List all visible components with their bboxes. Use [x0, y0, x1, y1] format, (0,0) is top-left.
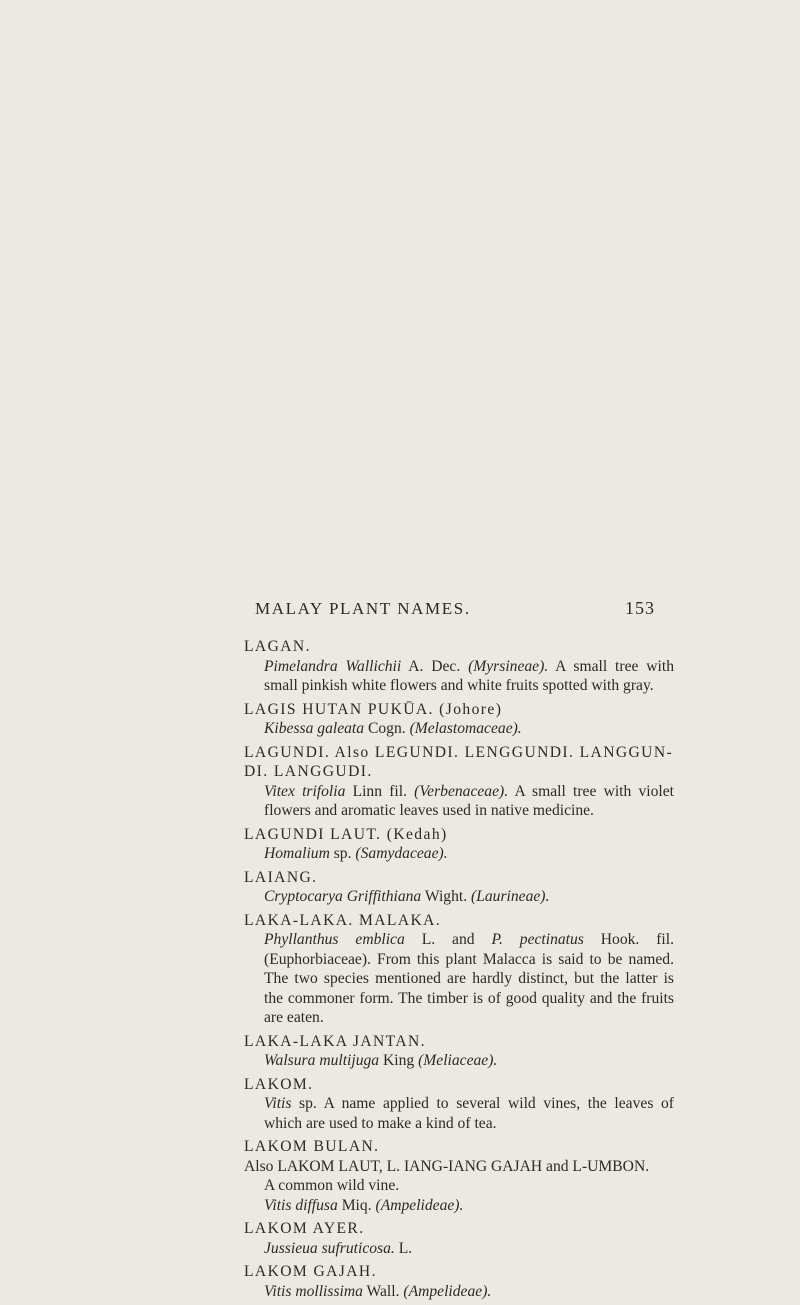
species-name: Vitis: [264, 1095, 292, 1112]
entry-note: A common wild vine.: [264, 1177, 400, 1194]
headword: LAIANG.: [244, 868, 318, 886]
species-name: Kibessa galeata: [264, 720, 365, 737]
authority: King: [379, 1052, 419, 1069]
species-name: Phyllanthus emblica: [264, 931, 405, 948]
species-name: Vitis diffusa: [264, 1196, 338, 1214]
headword: LAGAN.: [244, 638, 311, 655]
description-text: Hook. fil. (Euphorbiaceae). From this plant Malacca is said to be named. The two species mentioned are hardly distinct, but the latter is the commoner form. The timber is of good quality and the fruits are eaten.: [264, 931, 674, 1026]
family-name: (Laurineae).: [471, 888, 550, 905]
authority: L. and: [404, 931, 492, 948]
family-name: (Ampelideae).: [375, 1196, 464, 1214]
family-name: (Myrsineae).: [468, 657, 549, 675]
authority: Miq.: [337, 1196, 376, 1214]
entry-description: [244, 887, 674, 907]
species-name: Walsura multijuga: [264, 1052, 380, 1069]
entry-description: [244, 1094, 674, 1133]
species-name: Homalium: [264, 845, 330, 862]
authority: L.: [394, 1239, 413, 1257]
description-text: A small tree with violet flowers and aromatic leaves used in native medicine.: [264, 782, 674, 819]
headword: LAKA-LAKA. MALAKA.: [244, 911, 442, 929]
page-body: [244, 637, 674, 1305]
entry-laiang: [244, 868, 674, 907]
family-name: (Meliaceae).: [418, 1052, 498, 1069]
entry-laka-laka: [244, 911, 674, 1028]
headword: LAGUNDI LAUT. (Kedah): [244, 825, 448, 843]
species-name: Pimelandra Wallichii: [264, 657, 402, 675]
entry-description: [244, 1239, 674, 1259]
headword: LAGUNDI. Also LEGUNDI. LENGGUNDI. LANGGUN-DI. LANGGUDI.: [244, 743, 674, 780]
page-title: MALAY PLANT NAMES.: [255, 599, 471, 618]
running-header: [255, 598, 655, 619]
species-name: Vitex trifolia: [264, 782, 346, 800]
entry-description: [244, 1051, 674, 1071]
authority: sp.: [329, 845, 356, 862]
headword: LAKOM AYER.: [244, 1220, 365, 1237]
entry-lagis-hutan: [244, 700, 674, 739]
entry-description: [244, 1282, 674, 1302]
entry-lakom-bulan: [244, 1137, 674, 1215]
family-name: (Samydaceae).: [355, 845, 448, 862]
alternate-names: Also LAKOM LAUT, L. IANG-IANG GAJAH and L-UMBON.: [244, 1157, 650, 1175]
family-name: (Melastomaceae).: [409, 720, 522, 737]
species-name: Cryptocarya Griffithiana: [264, 888, 422, 905]
species-name: Jussieua sufruticosa.: [264, 1239, 395, 1257]
entry-description: [244, 1196, 674, 1216]
species-name: Vitis mollissima: [264, 1282, 363, 1300]
headword: LAKOM GAJAH.: [244, 1263, 377, 1280]
entry-lagundi-laut: [244, 825, 674, 864]
headword: LAKOM BULAN.: [244, 1138, 380, 1155]
entry-description: [244, 719, 674, 739]
entry-lakom-ayer: [244, 1219, 674, 1258]
family-name: (Verbenaceae).: [414, 782, 509, 800]
entry-description: [244, 657, 674, 696]
authority: Wall.: [362, 1282, 404, 1300]
entry-description: [244, 930, 674, 1028]
entry-description: [244, 844, 674, 864]
entry-laka-laka-jantan: [244, 1032, 674, 1071]
authority: Cogn.: [364, 720, 410, 737]
authority: A. Dec.: [401, 657, 469, 675]
entry-lagan: [244, 637, 674, 696]
entry-lakom-gajah: [244, 1262, 674, 1301]
entry-description: [244, 782, 674, 821]
entry-lakom: [244, 1075, 674, 1134]
page-number: 153: [625, 598, 655, 618]
headword: LAKA-LAKA JANTAN.: [244, 1032, 426, 1050]
entry-lagundi: [244, 743, 674, 821]
species-name-2: P. pectinatus: [491, 931, 584, 948]
authority: Wight.: [421, 888, 472, 905]
family-name: (Ampelideae).: [403, 1282, 492, 1300]
description-text: sp. A name applied to several wild vines, the leaves of which are used to make a kind of tea.: [264, 1095, 674, 1132]
headword: LAKOM.: [244, 1075, 314, 1093]
description-text: A small tree with small pinkish white flowers and white fruits spotted with gray.: [264, 657, 675, 694]
authority: Linn fil.: [345, 782, 415, 800]
headword: LAGIS HUTAN PUKŪA. (Johore): [244, 700, 503, 718]
